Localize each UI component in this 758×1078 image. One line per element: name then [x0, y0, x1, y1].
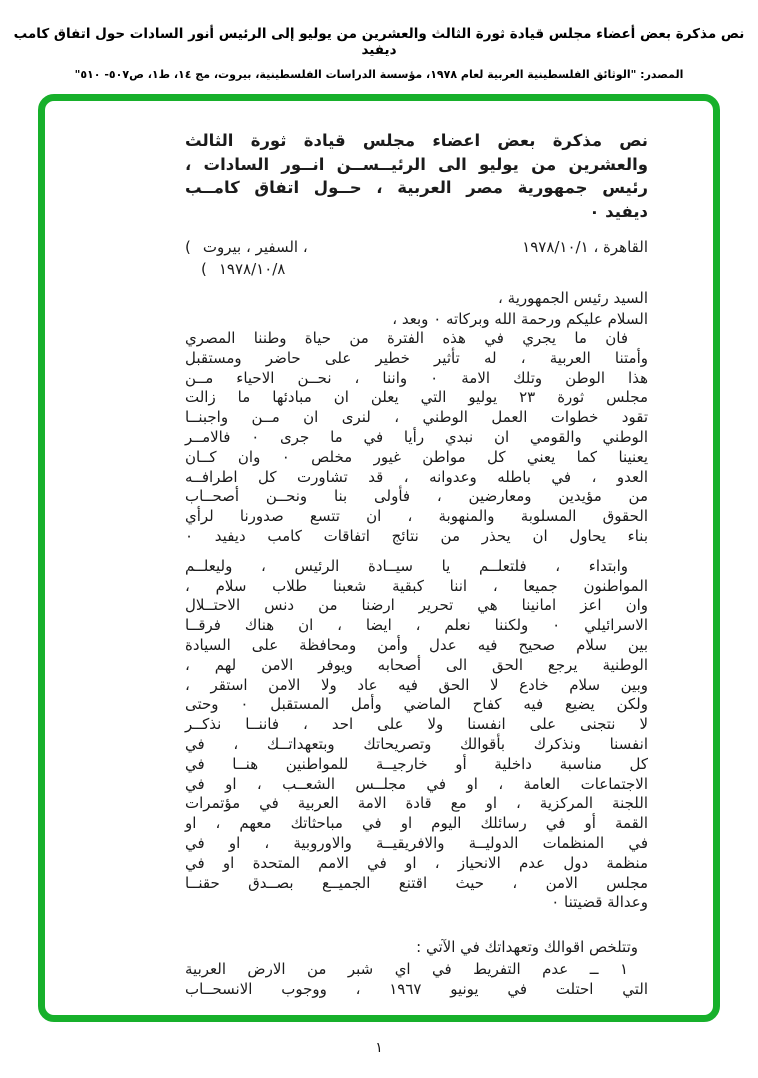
- paragraph-1: [185, 329, 648, 547]
- text-line: بناء يحاول ان يحذر من نتائج اتفاقات كامب ديفيد ٠: [185, 526, 648, 545]
- paren-glyph: (: [201, 260, 207, 278]
- paren-glyph: (: [185, 238, 191, 256]
- memo-body: [185, 129, 648, 999]
- text-line: القمة أو في رسائلك اليوم او في مباحثاتك معهم ، او: [185, 814, 648, 833]
- text-line: من مؤيدين ومعارضين ، فأولى بنا ونحــن أصحــاب: [185, 487, 648, 506]
- text-line: تقود خطوات العمل الوطني ، لنرى ان مــن واجبنــا: [185, 408, 648, 427]
- memo-title: [185, 129, 648, 223]
- dateline: [185, 237, 648, 280]
- text-line: مجلس الامن ، حيث اقتنع الجميــع بصــدق حقنــا: [185, 873, 648, 892]
- salutation: [185, 288, 648, 329]
- text-line: المواطنون جميعا ، اننا كبقية شعبنا طلاب سلام ،: [185, 576, 648, 595]
- text-line: وان اعز امانينا هي تحرير ارضنا من دنس الاحتــلال: [185, 596, 648, 615]
- page-number: ١: [375, 1040, 383, 1056]
- text-line: وابتداء ، فلتعلــم يا سيــادة الرئيس ، وليعلــم: [185, 556, 628, 575]
- text-line: الوطنية يرجع الحق الى أصحابه ويوفر الامن لهم ،: [185, 655, 648, 674]
- text-line: وعدالة قضيتنا ٠: [551, 893, 648, 912]
- green-border-frame: [38, 94, 720, 1022]
- document-header: [0, 26, 758, 81]
- text-line: السلام عليكم ورحمة الله وبركاته ٠ وبعد ،: [392, 309, 648, 328]
- paragraph-2: [185, 557, 648, 913]
- text-line: ١ ــ عدم التفريط في اي شبر من الارض العربية: [185, 960, 628, 979]
- text-line: والعشرين من يوليو الى الرئيــســن انــور السادات ،: [185, 154, 648, 174]
- text-line: الاسرائيلي ٠ ولكننا نعلم ، ايضا ، ان هناك فرقــا: [185, 616, 649, 635]
- summary-lead-line: وتتلخص اقوالك وتعهداتك في الآتي :: [416, 938, 638, 957]
- text-line: هذا الوطن وتلك الامة ٠ واننا ، نحــن الاحياء مــن: [185, 368, 648, 387]
- text-line: وأمتنا العربية ، له تأثير خطير على حاضر ومستقبل: [185, 348, 648, 367]
- text-line: الوطني والقومي ان نبدي رأيا في ما جرى ٠ فالامــر: [185, 427, 648, 446]
- text-line: رئيس جمهورية مصر العربية ، حــول اتفاق كامــب: [185, 178, 648, 197]
- text-line: العدو ، في باطله وعدوانه ، قد تشاورت كل اطرافــه: [185, 467, 648, 486]
- text-line: التي احتلت في يونيو ١٩٦٧ ، ووجوب الانسحــاب: [185, 980, 648, 999]
- text-line: في المنظمات الدوليــة والافريقيــة والاوروبية ، او في: [185, 833, 648, 852]
- text-line: الحقوق المسلوبة والمنهوبة ، ان تتسع صدورنا لرأي: [185, 507, 648, 526]
- citation-line-1: [185, 237, 308, 258]
- text-line: لا نتجنى على انفسنا ولا على احد ، فاننــا نذكــر: [185, 715, 648, 734]
- text-line: نص مذكرة بعض اعضاء مجلس قيادة ثورة الثالث: [185, 131, 648, 150]
- text-line: وبين سلام خادع لا الحق فيه عاد ولا الامن استقر ،: [185, 675, 648, 694]
- header-source-citation: المصدر: "الوثائق الفلسطينية العربية لعام ١٩٧٨، مؤسسة الدراسات الفلسطينية، بيروت، مج ١٤، ط١، ص٥٠٧- ٥١٠": [74, 68, 684, 81]
- text-line: السيد رئيس الجمهورية ،: [498, 289, 648, 307]
- text-line: انفسنا ونذكرك بأقوالك وتصريحاتك وبتعهداتــك ، في: [185, 734, 648, 753]
- text-line: كل مناسبة داخلية أو خارجيــة للمواطنين هنــا في: [185, 754, 648, 773]
- text-line: ديفيد ٠: [589, 201, 648, 221]
- citation-date: ١٩٧٨/١٠/٨: [218, 260, 286, 278]
- text-line: اللجنة المركزية ، او مع قادة الامة العربية في مؤتمرات: [185, 794, 648, 813]
- dateline-source-citation: [185, 237, 308, 280]
- citation-text: السفير ، بيروت ،: [202, 238, 308, 256]
- text-line: بين سلام صحيح فيه عدل وأمن ومحافظة على السيادة: [185, 635, 648, 654]
- text-line: فان ما يجري في هذه الفترة من حياة وطننا المصري: [185, 329, 628, 347]
- text-line: يعنينا كما يعني كل مواطن غيور مخلص ٠ وان كــان: [185, 447, 648, 466]
- header-title: نص مذكرة بعض أعضاء مجلس قيادة ثورة الثالث والعشرين من يوليو إلى الرئيس أنور السادات حول اتفاق كامب ديفيد: [13, 26, 745, 58]
- dateline-place-date: القاهرة ، ١٩٧٨/١٠/١: [522, 238, 648, 256]
- text-line: ولكن يضيع فيه كفاح الماضي وأمل المستقبل ٠ وحتى: [185, 695, 648, 714]
- text-line: الاجتماعات العامة ، او في مجلــس الشعــب ، او في: [185, 774, 648, 793]
- text-line: منظمة دول عدم الانحياز ، او في الامم المتحدة او في: [185, 853, 648, 872]
- text-line: مجلس ثورة ٢٣ يوليو التي يعلن ان مبادئها ما زالت: [185, 388, 648, 407]
- list-item-1: [185, 959, 648, 999]
- citation-line-2: [185, 259, 308, 280]
